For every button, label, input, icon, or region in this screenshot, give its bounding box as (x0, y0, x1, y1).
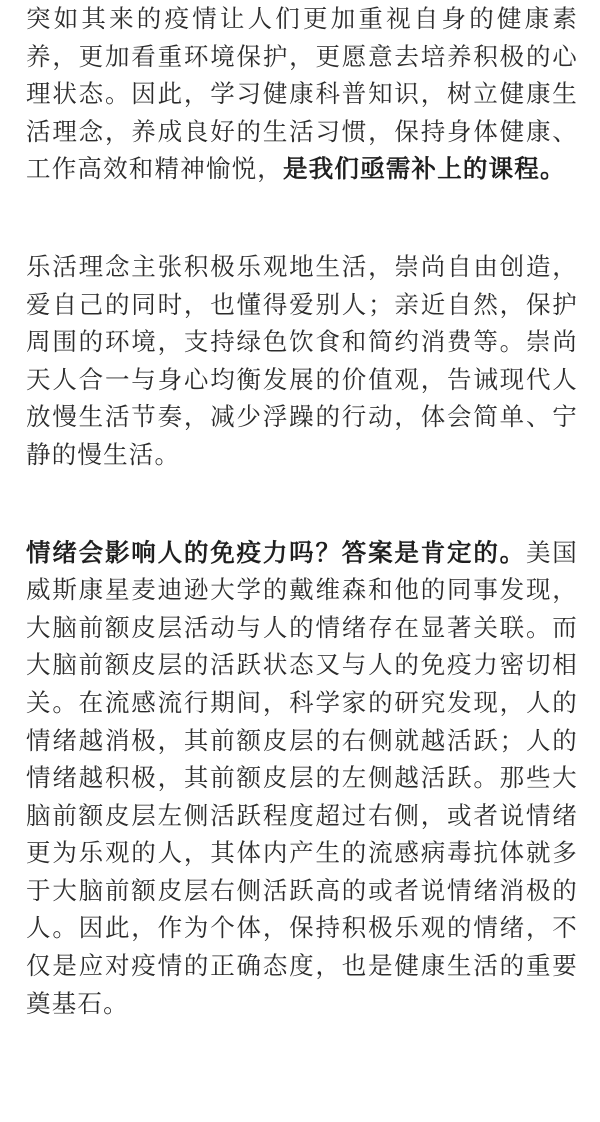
paragraph-health-literacy (26, 0, 578, 188)
paragraph-emotion-immunity (26, 534, 578, 1023)
paragraph-3-text: 美国威斯康星麦迪逊大学的戴维森和他的同事发现，大脑前额皮层活动与人的情绪存在显著关联。而大脑前额皮层的活跃状态又与人的免疫力密切相关。在流感流行期间，科学家的研究发现，人的情绪越消极，其前额皮层的右侧就越活跃；人的情绪越积极，其前额皮层的左侧越活跃。那些大脑前额皮层左侧活跃程度超过右侧，或者说情绪更为乐观的人，其体内产生的流感病毒抗体就多于大脑前额皮层右侧活跃高的或者说情绪消极的人。因此，作为个体，保持积极乐观的情绪，不仅是应对疫情的正确态度，也是健康生活的重要奠基石。 (26, 537, 578, 1018)
paragraph-1-emphasis: 是我们亟需补上的课程。 (283, 154, 566, 184)
paragraph-2-text: 乐活理念主张积极乐观地生活，崇尚自由创造，爱自己的同时，也懂得爱别人；亲近自然，保护周围的环境，支持绿色饮食和简约消费等。崇尚天人合一与身心均衡发展的价值观，告诫现代人放慢生活节奏，减少浮躁的行动，体会简单、宁静的慢生活。 (26, 251, 578, 469)
paragraph-1-text: 突如其来的疫情让人们更加重视自身的健康素养，更加看重环境保护，更愿意去培养积极的心理状态。因此，学习健康科普知识，树立健康生活理念，养成良好的生活习惯，保持身体健康、工作高效和精神愉悦， (26, 4, 578, 184)
paragraph-3-emphasis: 情绪会影响人的免疫力吗？答案是肯定的。 (26, 537, 526, 567)
paragraph-lohas-concept (26, 248, 578, 474)
